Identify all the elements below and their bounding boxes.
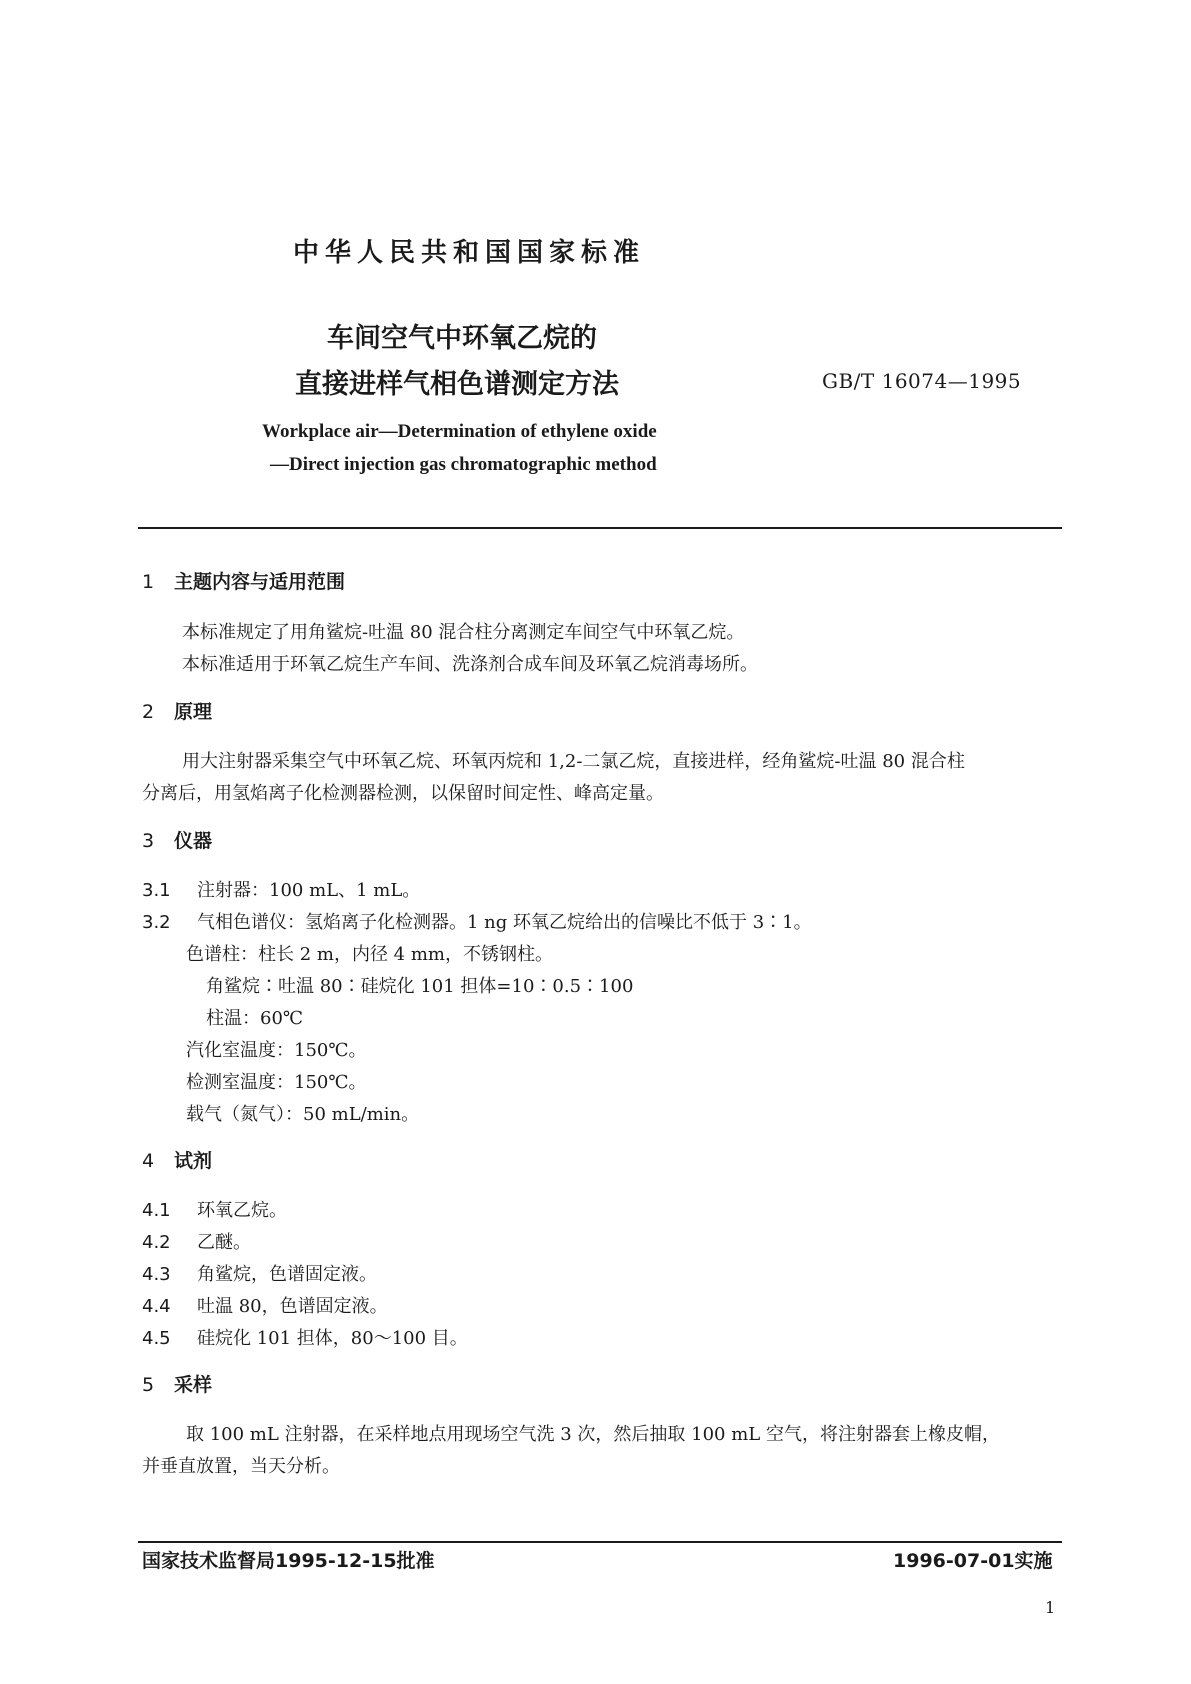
section-3-heading: [142, 826, 212, 853]
section-5-heading: [142, 1370, 212, 1397]
item-text: 环氧乙烷。: [197, 1200, 287, 1221]
item-number: 3.1: [142, 880, 171, 901]
section-number: 4: [142, 1150, 155, 1172]
item-text: 注射器：100 mL、1 mL。: [197, 880, 421, 901]
column-packing-ratio: 角鲨烷∶吐温 80∶硅烷化 101 担体=10∶0.5∶100: [206, 976, 634, 997]
section-1-paragraph-2: 本标准适用于环氧乙烷生产车间、洗涤剂合成车间及环氧乙烷消毒场所。: [182, 654, 758, 675]
column-temperature: 柱温：60℃: [206, 1008, 304, 1029]
list-item: [142, 1196, 287, 1222]
english-title-line-2: —Direct injection gas chromatographic method: [270, 454, 657, 475]
section-title: 主题内容与适用范围: [174, 571, 346, 593]
section-2-paragraph-line-1: 用大注射器采集空气中环氧乙烷、环氧丙烷和 1,2-二氯乙烷，直接进样，经角鲨烷-吐温 80 混合柱: [182, 751, 965, 772]
section-number: 5: [142, 1374, 155, 1396]
section-title: 试剂: [174, 1150, 213, 1172]
section-title: 采样: [174, 1374, 213, 1396]
section-1-heading: [142, 567, 345, 594]
section-2-paragraph-line-2: 分离后，用氢焰离子化检测器检测，以保留时间定性、峰高定量。: [142, 783, 664, 804]
national-standard-heading: 中华人民共和国国家标准: [293, 238, 646, 268]
section-number: 2: [142, 701, 155, 723]
item-number: 4.4: [142, 1296, 171, 1317]
page-number: 1: [1045, 1598, 1056, 1617]
section-4-heading: [142, 1146, 212, 1173]
list-item: [142, 1324, 468, 1350]
chromatographic-column: 色谱柱：柱长 2 m，内径 4 mm，不锈钢柱。: [186, 944, 553, 965]
approval-statement: 国家技术监督局1995-12-15批准: [142, 1550, 435, 1572]
item-number: 3.2: [142, 912, 171, 933]
vaporizer-temperature: 汽化室温度：150℃。: [186, 1040, 367, 1061]
item-text: 角鲨烷，色谱固定液。: [197, 1264, 377, 1285]
item-text: 硅烷化 101 担体，80～100 目。: [197, 1328, 468, 1349]
header-divider: [138, 527, 1062, 529]
item-3-1: [142, 876, 420, 902]
item-number: 4.2: [142, 1232, 171, 1253]
section-title: 原理: [174, 701, 213, 723]
item-number: 4.3: [142, 1264, 171, 1285]
item-text: 吐温 80，色谱固定液。: [197, 1296, 388, 1317]
implementation-date: 1996-07-01实施: [893, 1550, 1053, 1572]
item-number: 4.5: [142, 1328, 171, 1349]
item-number: 4.1: [142, 1200, 171, 1221]
item-text: 气相色谱仪：氢焰离子化检测器。1 ng 环氧乙烷给出的信噪比不低于 3∶1。: [197, 912, 812, 933]
section-5-paragraph-line-1: 取 100 mL 注射器，在采样地点用现场空气洗 3 次，然后抽取 100 mL 空气，将注射器套上橡皮帽，: [186, 1424, 1000, 1445]
list-item: [142, 1292, 388, 1318]
standard-number: GB/T 16074—1995: [822, 369, 1022, 393]
list-item: [142, 1228, 251, 1254]
document-title-line-1: 车间空气中环氧乙烷的: [327, 323, 597, 354]
footer-divider: [138, 1541, 1062, 1543]
section-2-heading: [142, 697, 212, 724]
section-title: 仪器: [174, 830, 213, 852]
section-5-paragraph-line-2: 并垂直放置，当天分析。: [142, 1456, 340, 1477]
english-title-line-1: Workplace air—Determination of ethylene oxide: [262, 421, 657, 442]
document-title-line-2: 直接进样气相色谱测定方法: [295, 369, 619, 400]
item-3-2: [142, 908, 812, 934]
section-number: 3: [142, 830, 155, 852]
list-item: [142, 1260, 377, 1286]
detector-temperature: 检测室温度：150℃。: [186, 1072, 367, 1093]
section-number: 1: [142, 571, 155, 593]
carrier-gas: 载气（氮气）：50 mL/min。: [186, 1104, 420, 1125]
section-1-paragraph-1: 本标准规定了用角鲨烷-吐温 80 混合柱分离测定车间空气中环氧乙烷。: [182, 622, 745, 643]
item-text: 乙醚。: [197, 1232, 251, 1253]
